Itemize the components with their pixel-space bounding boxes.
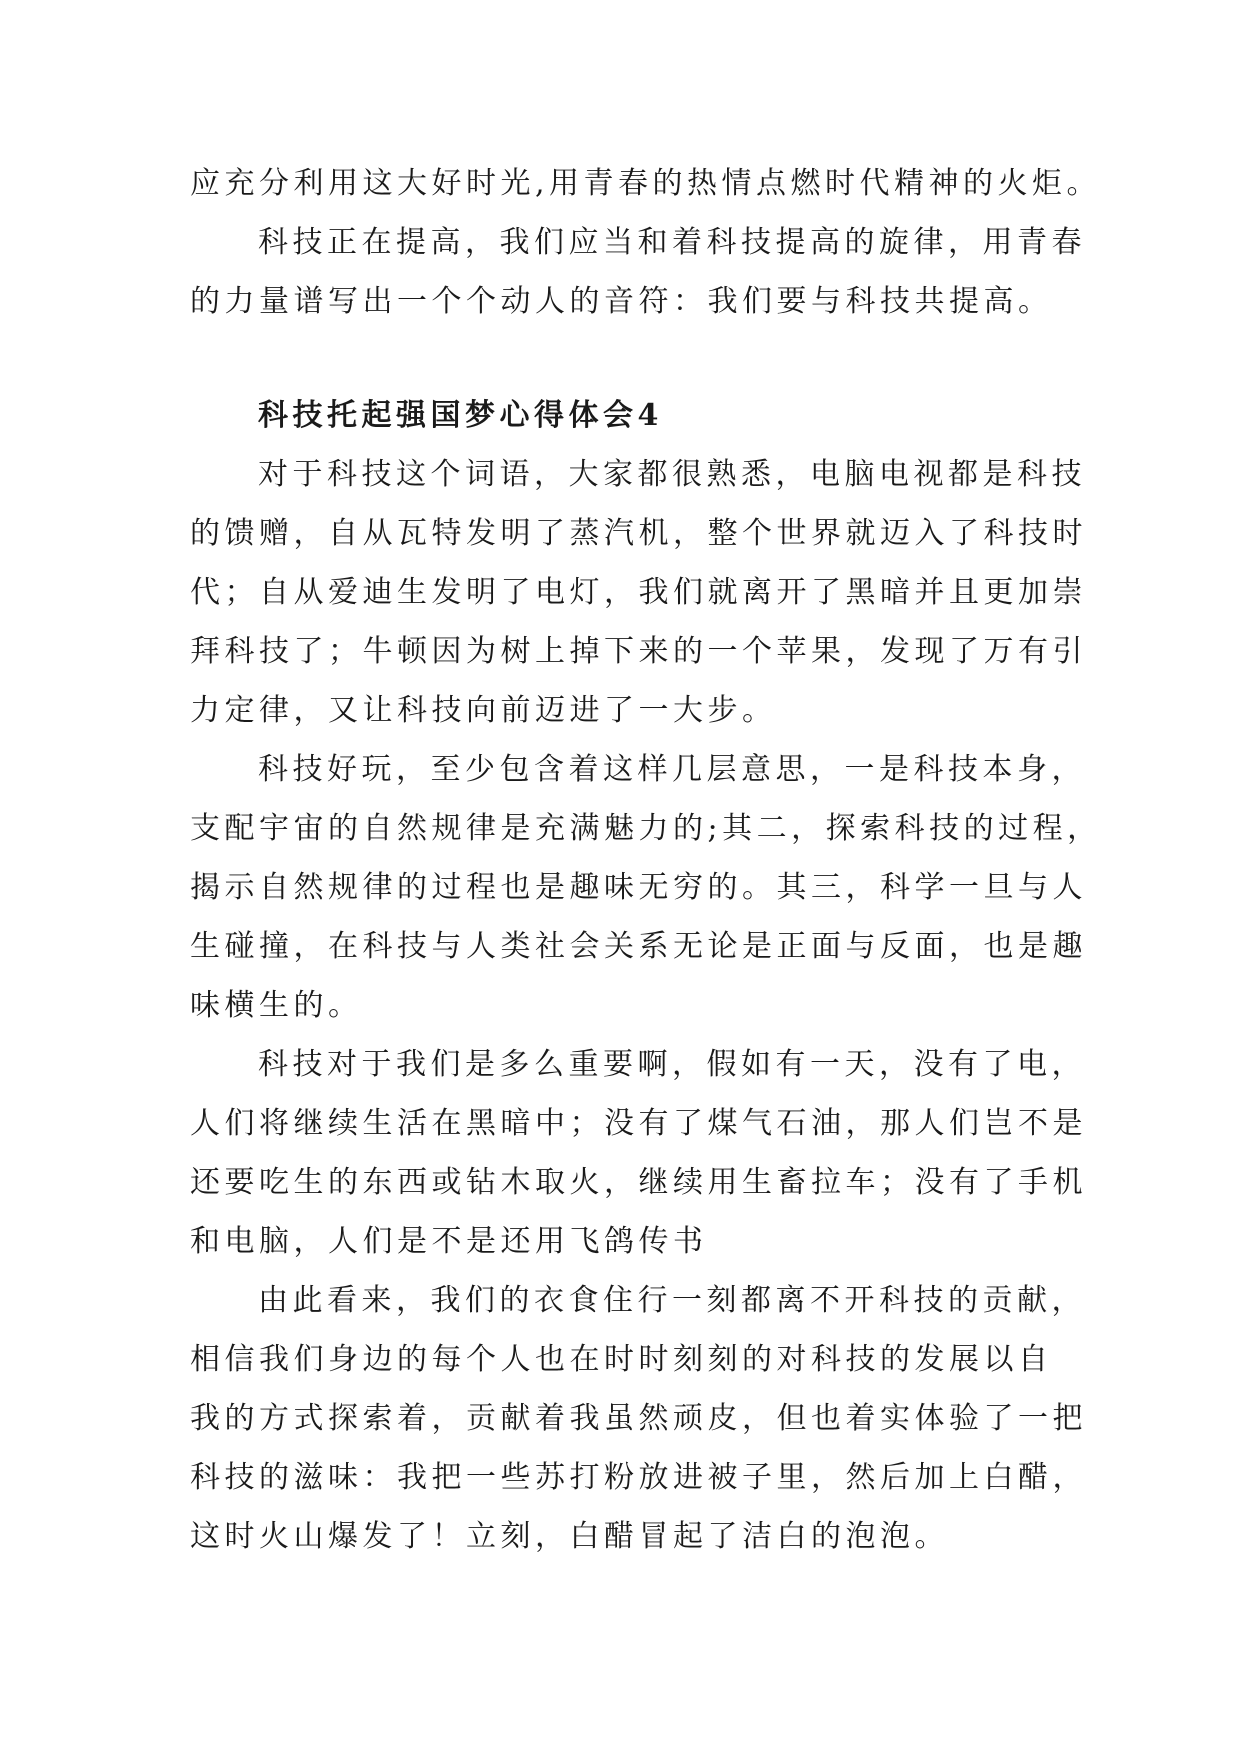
paragraph-2 bbox=[190, 740, 1102, 1035]
paragraph-continuation bbox=[190, 154, 1102, 213]
text-line: 力定律，又让科技向前迈进了一大步。 bbox=[190, 693, 777, 728]
top-text-block bbox=[190, 154, 1102, 331]
text-line: 支配宇宙的自然规律是充满魅力的;其二，探索科技的过程， bbox=[190, 811, 1102, 846]
section-block bbox=[190, 386, 1102, 1566]
text-line: 的力量谱写出一个个动人的音符：我们要与科技共提高。 bbox=[190, 284, 1053, 319]
text-line: 和电脑，人们是不是还用飞鸽传书 bbox=[190, 1224, 708, 1259]
paragraph-closing bbox=[190, 213, 1086, 331]
text-line: 科技正在提高，我们应当和着科技提高的旋律，用青春 bbox=[258, 225, 1086, 260]
text-line: 拜科技了；牛顿因为树上掉下来的一个苹果，发现了万有引 bbox=[190, 634, 1087, 669]
text-line: 生碰撞，在科技与人类社会关系无论是正面与反面，也是趣 bbox=[190, 929, 1087, 964]
section-heading: 科技托起强国梦心得体会4 bbox=[258, 398, 663, 433]
paragraph-4 bbox=[190, 1271, 1087, 1566]
text-line: 代；自从爱迪生发明了电灯，我们就离开了黑暗并且更加崇 bbox=[190, 575, 1087, 610]
text-line: 这时火山爆发了！立刻，白醋冒起了洁白的泡泡。 bbox=[190, 1519, 949, 1554]
text-line: 应充分利用这大好时光,用青春的热情点燃时代精神的火炬。 bbox=[190, 166, 1102, 201]
text-line: 揭示自然规律的过程也是趣味无穷的。其三，科学一旦与人 bbox=[190, 870, 1087, 905]
text-line: 人们将继续生活在黑暗中；没有了煤气石油，那人们岂不是 bbox=[190, 1106, 1087, 1141]
text-line: 科技对于我们是多么重要啊，假如有一天，没有了电， bbox=[258, 1047, 1086, 1082]
text-line: 还要吃生的东西或钻木取火，继续用生畜拉车；没有了手机 bbox=[190, 1165, 1087, 1200]
text-line: 味横生的。 bbox=[190, 988, 363, 1023]
text-line: 科技的滋味：我把一些苏打粉放进被子里，然后加上白醋， bbox=[190, 1460, 1087, 1495]
text-line: 科技好玩，至少包含着这样几层意思，一是科技本身， bbox=[258, 752, 1086, 787]
text-line: 我的方式探索着，贡献着我虽然顽皮，但也着实体验了一把 bbox=[190, 1401, 1087, 1436]
text-line: 对于科技这个词语，大家都很熟悉，电脑电视都是科技 bbox=[258, 457, 1086, 492]
text-line: 的馈赠，自从瓦特发明了蒸汽机，整个世界就迈入了科技时 bbox=[190, 516, 1087, 551]
text-line: 相信我们身边的每个人也在时时刻刻的对科技的发展以自 bbox=[190, 1342, 1053, 1377]
paragraph-1 bbox=[190, 445, 1087, 740]
paragraph-3 bbox=[190, 1035, 1087, 1271]
text-line: 由此看来，我们的衣食住行一刻都离不开科技的贡献， bbox=[258, 1283, 1086, 1318]
